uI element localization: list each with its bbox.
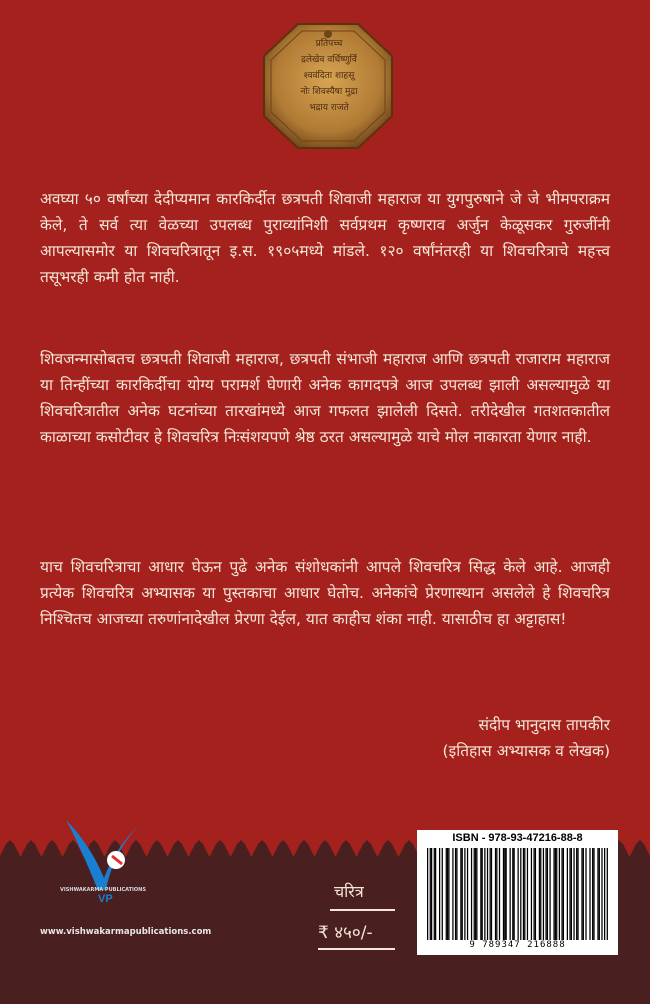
seal-inscription [283, 36, 375, 116]
barcode-bar [533, 848, 534, 940]
barcode-bar [427, 848, 428, 940]
barcode-bar [475, 848, 476, 940]
barcode-bar [547, 848, 548, 940]
barcode-bar [514, 848, 515, 940]
barcode-bar [601, 848, 602, 940]
divider [318, 948, 395, 950]
barcode-bar [448, 848, 449, 940]
barcode-bar [576, 848, 577, 940]
barcode-bar [467, 848, 468, 940]
seal-line: श्ववंदिता शाहसू [303, 71, 355, 81]
barcode-bar [567, 848, 568, 940]
barcode-bar [607, 848, 608, 940]
isbn-barcode-box [417, 830, 618, 955]
author-role: (इतिहास अभ्यासक व लेखक) [442, 742, 610, 760]
barcode-bar [592, 848, 593, 940]
barcode-bar [430, 848, 431, 940]
seal-line: द्रलेखेव वर्धिष्णुर्वि [301, 55, 357, 65]
logo-mark: VP [98, 893, 113, 905]
barcode-bar [460, 848, 461, 940]
isbn-number: 9 789347 216888 [469, 940, 566, 950]
barcode-icon [427, 848, 608, 940]
barcode-bar [474, 848, 475, 940]
barcode-bar [455, 848, 456, 940]
barcode-bar [487, 848, 488, 940]
barcode-bar [555, 848, 556, 940]
barcode-bar [434, 848, 435, 940]
publisher-logo-icon [62, 818, 142, 908]
blurb-paragraph-3: याच शिवचरित्राचा आधार घेऊन पुढे अनेक संशोधकांनी आपले शिवचरित्र सिद्ध केले आहे. आजही प्रत्येक शिवचरित्र अभ्यासक या पुस्तकाचा आधार घेतोच. अनेकांचे प्रेरणास्थान असलेले हे शिवचरित्र निश्चितच आजच्या तरुणांनादेखील प्रेरणा देईल, यात काहीच शंका नाही. यासाठीच हा अट्टाहास! [40, 558, 610, 628]
divider [330, 909, 395, 911]
barcode-bar [581, 848, 582, 940]
barcode-bar [506, 848, 507, 940]
barcode-bar [531, 848, 532, 940]
publisher-website: www.vishwakarmapublications.com [40, 927, 212, 937]
barcode-bar [543, 848, 544, 940]
barcode-bar [539, 848, 540, 940]
barcode-bar [523, 848, 524, 940]
author-block [443, 712, 610, 764]
publisher-name: VISHWAKARMA PUBLICATIONS [60, 887, 146, 893]
barcode-bar [563, 848, 564, 940]
barcode-bar [561, 848, 562, 940]
barcode-bar [583, 848, 584, 940]
barcode-bar [573, 848, 574, 940]
barcode-bar [597, 848, 598, 940]
barcode-bar [535, 848, 536, 940]
barcode-bar [549, 848, 550, 940]
barcode-bar [499, 848, 500, 940]
barcode-bar [556, 848, 557, 940]
barcode-bar [484, 848, 485, 940]
barcode-bar [553, 848, 554, 940]
barcode-bar [599, 848, 600, 940]
barcode-bar [577, 848, 578, 940]
barcode-bar [439, 848, 440, 940]
barcode-bar [482, 848, 483, 940]
barcode-bar [512, 848, 513, 940]
barcode-bar [496, 848, 497, 940]
barcode-bar [471, 848, 472, 940]
isbn-label: ISBN - 978-93-47216-88-8 [452, 832, 583, 844]
barcode-bar [503, 848, 504, 940]
barcode-bar [462, 848, 463, 940]
barcode-bar [464, 848, 465, 940]
barcode-bar [604, 848, 605, 940]
barcode-bar [589, 848, 590, 940]
barcode-bar [510, 848, 511, 940]
barcode-bar [540, 848, 541, 940]
seal-line: भद्राय राजते [309, 103, 349, 113]
barcode-bar [524, 848, 525, 940]
seal-line: प्रतिपच्च [315, 39, 343, 49]
barcode-bar [431, 848, 432, 940]
blurb-paragraph-2: शिवजन्मासोबतच छत्रपती शिवाजी महाराज, छत्रपती संभाजी महाराज आणि छत्रपती राजाराम महाराज या तिन्हींच्या कारकिर्दीचा योग्य परामर्श घेणारी अनेक कागदपत्रे आज उपलब्ध झाली असल्यामुळे या शिवचरित्रातील अनेक घटनांच्या तारखांमध्ये आज गफलत झालेली दिसते. तरीदेखील गतशतकातील काळाच्या कसोटीवर हे शिवचरित्र निःसंशयपणे श्रेष्ठ ठरत असल्यामुळे याचे मोल नाकारता येणार नाही. [40, 350, 610, 446]
blurb-paragraph-1: अवघ्या ५० वर्षांच्या देदीप्यमान कारकिर्दीत छत्रपती शिवाजी महाराज या युगपुरुषाने जे जे भीमपराक्रम केले, ते सर्व त्या वेळच्या उपलब्ध पुराव्यांनिशी सर्वप्रथम कृष्णराव अर्जुन केळूसकर गुरुजींनी आपल्यासमोर या शिवचरित्रातून इ.स. १९०५मध्ये मांडले. १२० वर्षांनंतरही या शिवचरित्राचे महत्त्व तसूभरही कमी होत नाही. [40, 190, 610, 286]
author-name: संदीप भानुदास तापकीर [478, 716, 610, 734]
barcode-bar [476, 848, 477, 940]
genre-label: चरित्र [334, 882, 364, 901]
barcode-bar [593, 848, 594, 940]
barcode-bar [518, 848, 519, 940]
barcode-bar [442, 848, 443, 940]
price-label: ₹ ४५०/- [318, 923, 373, 943]
barcode-bar [491, 848, 492, 940]
seal-line: नोः शिवस्यैषा मुद्रा [300, 87, 358, 97]
barcode-bar [559, 848, 560, 940]
barcode-bar [452, 848, 453, 940]
barcode-bar [446, 848, 447, 940]
barcode-bar [527, 848, 528, 940]
barcode-bar [585, 848, 586, 940]
barcode-bar [495, 848, 496, 940]
barcode-bar [435, 848, 436, 940]
barcode-bar [520, 848, 521, 940]
barcode-bar [504, 848, 505, 940]
barcode-bar [545, 848, 546, 940]
barcode-bar [490, 848, 491, 940]
barcode-bar [447, 848, 448, 940]
barcode-bar [480, 848, 481, 940]
barcode-bar [569, 848, 570, 940]
barcode-bar [456, 848, 457, 940]
barcode-bar [571, 848, 572, 940]
